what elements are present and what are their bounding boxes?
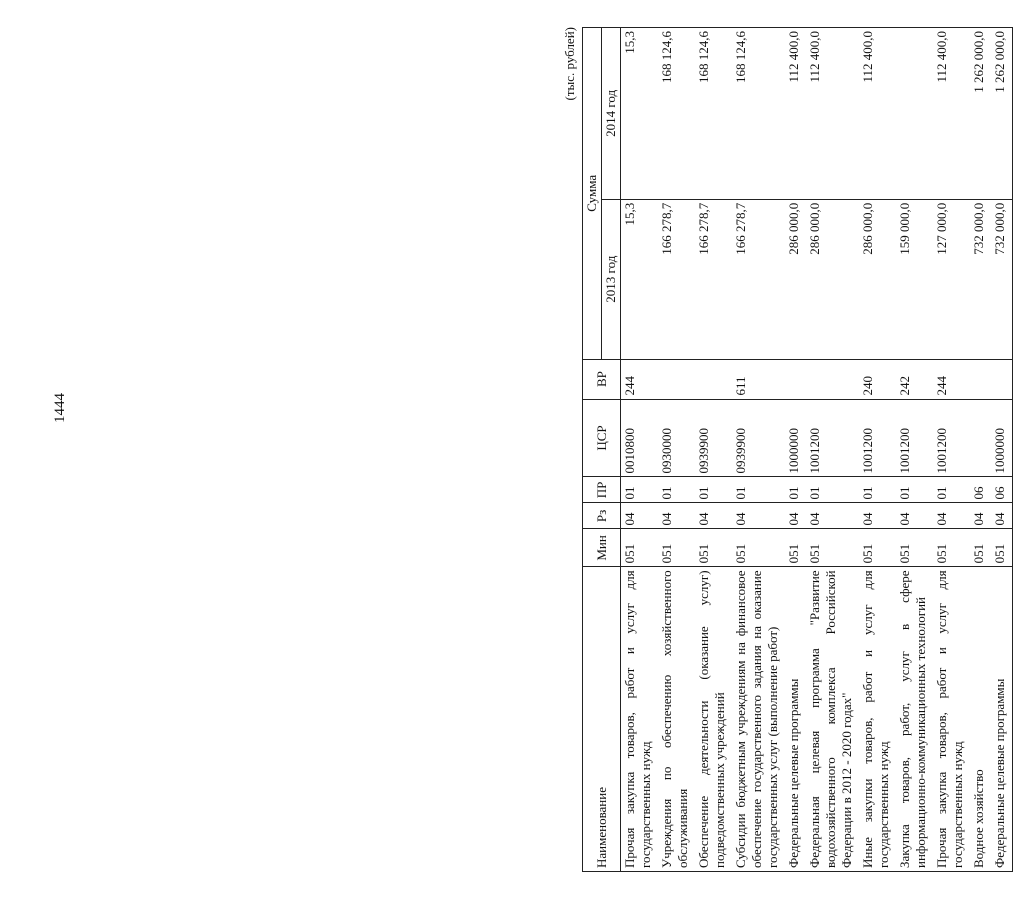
cell-pr: 01 xyxy=(695,477,732,503)
table-row xyxy=(785,28,806,872)
header-row xyxy=(583,28,602,872)
cell-name: Водное хозяйство xyxy=(970,567,991,872)
cell-min: 051 xyxy=(732,529,785,567)
cell-min: 051 xyxy=(785,529,806,567)
cell-name: Федеральные целевые программы xyxy=(785,567,806,872)
cell-name: Прочая закупка товаров, работ и услуг для государственных нужд xyxy=(933,567,970,872)
table-row xyxy=(933,28,970,872)
header-2014: 2014 год xyxy=(602,28,621,200)
cell-rz: 04 xyxy=(621,503,659,529)
cell-csr: 0939900 xyxy=(695,399,732,477)
cell-pr: 01 xyxy=(785,477,806,503)
cell-vr: 611 xyxy=(732,359,785,399)
cell-rz: 04 xyxy=(806,503,859,529)
cell-vr: 240 xyxy=(859,359,896,399)
cell-vr xyxy=(695,359,732,399)
cell-y2013: 732 000,0 xyxy=(970,199,991,359)
cell-csr xyxy=(970,399,991,477)
cell-min: 051 xyxy=(933,529,970,567)
budget-table xyxy=(582,27,1013,872)
cell-vr: 244 xyxy=(621,359,659,399)
cell-name: Закупка товаров, работ, услуг в сфере информационно-коммуникационных технологий xyxy=(896,567,933,872)
cell-y2013: 286 000,0 xyxy=(806,199,859,359)
cell-rz: 04 xyxy=(785,503,806,529)
cell-pr: 01 xyxy=(933,477,970,503)
cell-name: Субсидии бюджетным учреждениям на финансовое обеспечение государственного задания на оказание государственных услуг (выполнение работ) xyxy=(732,567,785,872)
page-number: 1444 xyxy=(52,393,68,423)
cell-y2014: 168 124,6 xyxy=(695,28,732,200)
cell-pr: 01 xyxy=(859,477,896,503)
cell-name: Обеспечение деятельности (оказание услуг) подведомственных учреждений xyxy=(695,567,732,872)
cell-vr xyxy=(658,359,695,399)
cell-name: Учреждения по обеспечению хозяйственного обслуживания xyxy=(658,567,695,872)
cell-name: Федеральная целевая программа "Развитие водохозяйственного комплекса Российской Федерации в 2012 - 2020 годах" xyxy=(806,567,859,872)
cell-csr: 1001200 xyxy=(859,399,896,477)
table-body xyxy=(621,28,1013,872)
cell-min: 051 xyxy=(621,529,659,567)
cell-rz: 04 xyxy=(859,503,896,529)
header-vr: ВР xyxy=(583,359,621,399)
cell-min: 051 xyxy=(658,529,695,567)
cell-min: 051 xyxy=(806,529,859,567)
cell-y2014: 168 124,6 xyxy=(658,28,695,200)
cell-name: Иные закупки товаров, работ и услуг для государственных нужд xyxy=(859,567,896,872)
cell-y2013: 166 278,7 xyxy=(732,199,785,359)
table-row xyxy=(621,28,659,872)
cell-rz: 04 xyxy=(970,503,991,529)
cell-rz: 04 xyxy=(933,503,970,529)
cell-name: Прочая закупка товаров, работ и услуг для государственных нужд xyxy=(621,567,659,872)
cell-vr xyxy=(806,359,859,399)
cell-y2014: 1 262 000,0 xyxy=(991,28,1013,200)
cell-min: 051 xyxy=(991,529,1013,567)
cell-y2014: 168 124,6 xyxy=(732,28,785,200)
cell-min: 051 xyxy=(896,529,933,567)
cell-vr xyxy=(991,359,1013,399)
cell-pr: 01 xyxy=(732,477,785,503)
cell-rz: 04 xyxy=(695,503,732,529)
cell-csr: 1001200 xyxy=(933,399,970,477)
cell-csr: 1000000 xyxy=(991,399,1013,477)
table-row xyxy=(896,28,933,872)
cell-rz: 04 xyxy=(732,503,785,529)
cell-pr: 01 xyxy=(621,477,659,503)
rotated-table-area xyxy=(560,27,1007,872)
header-csr: ЦСР xyxy=(583,399,621,477)
cell-y2013: 166 278,7 xyxy=(658,199,695,359)
cell-pr: 01 xyxy=(896,477,933,503)
header-min: Мин xyxy=(583,529,621,567)
header-rz: Рз xyxy=(583,503,621,529)
cell-y2014: 112 400,0 xyxy=(785,28,806,200)
cell-y2013: 159 000,0 xyxy=(896,199,933,359)
cell-y2013: 15,3 xyxy=(621,199,659,359)
cell-vr: 244 xyxy=(933,359,970,399)
table-row xyxy=(991,28,1013,872)
cell-name: Федеральные целевые программы xyxy=(991,567,1013,872)
units-note: (тыс. рублей) xyxy=(562,27,577,101)
table-row xyxy=(970,28,991,872)
header-sum: Сумма xyxy=(583,28,602,360)
table-row xyxy=(806,28,859,872)
table-row xyxy=(658,28,695,872)
cell-min: 051 xyxy=(859,529,896,567)
cell-pr: 01 xyxy=(658,477,695,503)
cell-y2013: 166 278,7 xyxy=(695,199,732,359)
cell-csr: 0010800 xyxy=(621,399,659,477)
cell-csr: 1000000 xyxy=(785,399,806,477)
cell-csr: 1001200 xyxy=(806,399,859,477)
cell-csr: 0939900 xyxy=(732,399,785,477)
cell-y2014: 112 400,0 xyxy=(859,28,896,200)
table-row xyxy=(732,28,785,872)
cell-rz: 04 xyxy=(991,503,1013,529)
cell-y2013: 286 000,0 xyxy=(785,199,806,359)
cell-y2013: 127 000,0 xyxy=(933,199,970,359)
cell-csr: 0930000 xyxy=(658,399,695,477)
cell-y2014: 112 400,0 xyxy=(933,28,970,200)
table-row xyxy=(859,28,896,872)
cell-pr: 06 xyxy=(970,477,991,503)
cell-rz: 04 xyxy=(658,503,695,529)
cell-min: 051 xyxy=(695,529,732,567)
cell-y2014: 112 400,0 xyxy=(806,28,859,200)
cell-y2013: 286 000,0 xyxy=(859,199,896,359)
cell-vr xyxy=(785,359,806,399)
cell-y2013: 732 000,0 xyxy=(991,199,1013,359)
cell-pr: 01 xyxy=(806,477,859,503)
header-pr: ПР xyxy=(583,477,621,503)
header-2013: 2013 год xyxy=(602,199,621,359)
cell-vr xyxy=(970,359,991,399)
cell-y2014: 15,3 xyxy=(621,28,659,200)
table-row xyxy=(695,28,732,872)
cell-y2014 xyxy=(896,28,933,200)
header-name: Наименование xyxy=(583,567,621,872)
cell-y2014: 1 262 000,0 xyxy=(970,28,991,200)
cell-rz: 04 xyxy=(896,503,933,529)
cell-csr: 1001200 xyxy=(896,399,933,477)
cell-vr: 242 xyxy=(896,359,933,399)
cell-min: 051 xyxy=(970,529,991,567)
cell-pr: 06 xyxy=(991,477,1013,503)
